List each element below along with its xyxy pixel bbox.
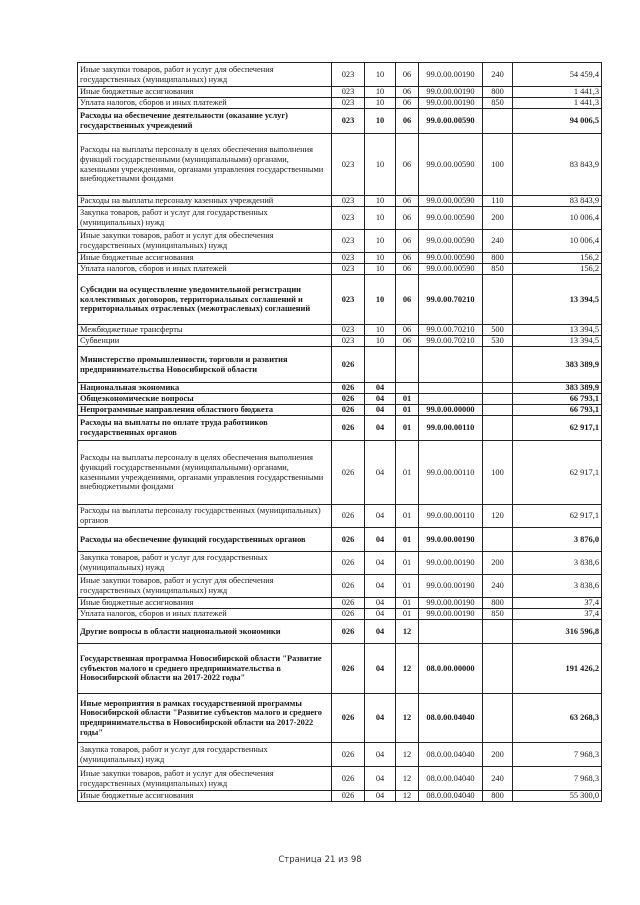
cell-section-code: 10 <box>365 63 396 87</box>
cell-expense-type-code: 110 <box>483 196 513 207</box>
cell-target-item-code: 08.0.00.04040 <box>419 694 483 743</box>
cell-target-item-code: 99.0.00.00110 <box>419 505 483 528</box>
cell-department-code: 023 <box>332 336 365 347</box>
table-row <box>78 347 602 383</box>
cell-expense-type-code <box>483 383 513 394</box>
table-row <box>78 405 602 416</box>
cell-subsection-code: 06 <box>396 230 419 253</box>
cell-amount: 37,4 <box>513 609 602 620</box>
cell-subsection-code: 01 <box>396 394 419 405</box>
cell-expense-type-code <box>483 109 513 134</box>
cell-subsection-code: 12 <box>396 620 419 644</box>
cell-amount: 191 426,2 <box>513 644 602 694</box>
table-row <box>78 336 602 347</box>
cell-department-code: 026 <box>332 505 365 528</box>
cell-department-code: 026 <box>332 575 365 598</box>
table-row <box>78 416 602 441</box>
table-row <box>78 552 602 575</box>
cell-subsection-code: 01 <box>396 505 419 528</box>
cell-name: Расходы на выплаты персоналу казенных учреждений <box>78 196 332 207</box>
cell-subsection-code: 01 <box>396 575 419 598</box>
cell-name: Иные закупки товаров, работ и услуг для обеспечения государственных (муниципальных) нужд <box>78 230 332 253</box>
cell-subsection-code: 01 <box>396 609 419 620</box>
table-row <box>78 441 602 505</box>
cell-name: Иные бюджетные ассигнования <box>78 791 332 802</box>
cell-expense-type-code <box>483 416 513 441</box>
cell-section-code: 10 <box>365 196 396 207</box>
cell-target-item-code: 99.0.00.00590 <box>419 196 483 207</box>
table-row <box>78 609 602 620</box>
cell-target-item-code: 08.0.00.04040 <box>419 743 483 767</box>
cell-target-item-code: 99.0.00.00190 <box>419 598 483 609</box>
cell-department-code: 023 <box>332 98 365 109</box>
cell-subsection-code: 06 <box>396 325 419 336</box>
cell-expense-type-code: 240 <box>483 767 513 791</box>
cell-expense-type-code: 800 <box>483 598 513 609</box>
cell-section-code: 10 <box>365 98 396 109</box>
cell-name: Другие вопросы в области национальной экономики <box>78 620 332 644</box>
cell-target-item-code: 99.0.00.00190 <box>419 552 483 575</box>
cell-target-item-code: 99.0.00.00590 <box>419 134 483 196</box>
table-row <box>78 230 602 253</box>
cell-section-code: 10 <box>365 207 396 230</box>
cell-expense-type-code: 850 <box>483 98 513 109</box>
cell-department-code: 026 <box>332 441 365 505</box>
cell-section-code: 04 <box>365 505 396 528</box>
cell-subsection-code: 01 <box>396 441 419 505</box>
cell-target-item-code: 99.0.00.70210 <box>419 336 483 347</box>
cell-department-code: 026 <box>332 743 365 767</box>
cell-subsection-code: 06 <box>396 264 419 275</box>
cell-target-item-code: 99.0.00.70210 <box>419 325 483 336</box>
cell-subsection-code: 12 <box>396 767 419 791</box>
table-row <box>78 528 602 552</box>
cell-department-code: 026 <box>332 347 365 383</box>
cell-amount: 83 843,9 <box>513 134 602 196</box>
cell-name: Субвенции <box>78 336 332 347</box>
cell-section-code: 04 <box>365 694 396 743</box>
cell-name: Общеэкономические вопросы <box>78 394 332 405</box>
cell-amount: 54 459,4 <box>513 63 602 87</box>
cell-target-item-code: 99.0.00.00190 <box>419 98 483 109</box>
cell-subsection-code: 12 <box>396 743 419 767</box>
table-row <box>78 109 602 134</box>
cell-expense-type-code: 100 <box>483 441 513 505</box>
cell-amount: 1 441,3 <box>513 98 602 109</box>
cell-amount: 156,2 <box>513 264 602 275</box>
cell-subsection-code: 06 <box>396 109 419 134</box>
cell-target-item-code: 99.0.00.00000 <box>419 405 483 416</box>
cell-department-code: 026 <box>332 609 365 620</box>
cell-expense-type-code: 240 <box>483 575 513 598</box>
cell-name: Закупка товаров, работ и услуг для государственных (муниципальных) нужд <box>78 552 332 575</box>
cell-section-code: 10 <box>365 336 396 347</box>
cell-department-code: 023 <box>332 134 365 196</box>
cell-section-code: 10 <box>365 87 396 98</box>
cell-name: Уплата налогов, сборов и иных платежей <box>78 264 332 275</box>
cell-department-code: 026 <box>332 791 365 802</box>
cell-section-code: 04 <box>365 552 396 575</box>
cell-name: Расходы на обеспечение деятельности (оказание услуг) государственных учреждений <box>78 109 332 134</box>
cell-name: Иные бюджетные ассигнования <box>78 87 332 98</box>
cell-amount: 62 917,1 <box>513 416 602 441</box>
cell-amount: 55 300,0 <box>513 791 602 802</box>
cell-target-item-code: 08.0.00.04040 <box>419 767 483 791</box>
cell-amount: 13 394,5 <box>513 325 602 336</box>
page-number: Страница 21 из 98 <box>278 855 362 865</box>
table-row <box>78 196 602 207</box>
cell-department-code: 023 <box>332 275 365 325</box>
cell-subsection-code <box>396 383 419 394</box>
cell-expense-type-code: 500 <box>483 325 513 336</box>
cell-amount: 66 793,1 <box>513 394 602 405</box>
cell-amount: 83 843,9 <box>513 196 602 207</box>
table-row <box>78 598 602 609</box>
cell-section-code: 04 <box>365 416 396 441</box>
cell-section-code: 04 <box>365 528 396 552</box>
cell-department-code: 026 <box>332 394 365 405</box>
table-row <box>78 207 602 230</box>
budget-table <box>77 62 602 802</box>
cell-subsection-code: 06 <box>396 275 419 325</box>
table-row <box>78 644 602 694</box>
cell-name: Расходы на выплаты персоналу государственных (муниципальных) органов <box>78 505 332 528</box>
table-row <box>78 743 602 767</box>
cell-amount: 7 968,3 <box>513 743 602 767</box>
cell-name: Иные закупки товаров, работ и услуг для обеспечения государственных (муниципальных) нужд <box>78 575 332 598</box>
cell-amount: 62 917,1 <box>513 441 602 505</box>
table-row <box>78 98 602 109</box>
cell-department-code: 023 <box>332 109 365 134</box>
table-row <box>78 505 602 528</box>
cell-expense-type-code <box>483 275 513 325</box>
cell-expense-type-code: 800 <box>483 791 513 802</box>
table-row <box>78 791 602 802</box>
cell-expense-type-code: 530 <box>483 336 513 347</box>
cell-department-code: 023 <box>332 87 365 98</box>
table-row <box>78 264 602 275</box>
cell-target-item-code: 99.0.00.00590 <box>419 109 483 134</box>
cell-section-code: 04 <box>365 394 396 405</box>
cell-subsection-code: 12 <box>396 791 419 802</box>
cell-department-code: 026 <box>332 383 365 394</box>
cell-expense-type-code: 850 <box>483 609 513 620</box>
cell-amount: 37,4 <box>513 598 602 609</box>
cell-subsection-code: 06 <box>396 253 419 264</box>
cell-amount: 63 268,3 <box>513 694 602 743</box>
cell-section-code: 04 <box>365 743 396 767</box>
cell-subsection-code: 06 <box>396 196 419 207</box>
cell-name: Национальная экономика <box>78 383 332 394</box>
cell-department-code: 026 <box>332 694 365 743</box>
cell-section-code: 10 <box>365 253 396 264</box>
cell-expense-type-code <box>483 694 513 743</box>
cell-section-code: 10 <box>365 325 396 336</box>
cell-name: Межбюджетные трансферты <box>78 325 332 336</box>
cell-name: Уплата налогов, сборов и иных платежей <box>78 98 332 109</box>
cell-amount: 13 394,5 <box>513 275 602 325</box>
cell-name: Субсидии на осуществление уведомительной регистрации коллективных договоров, территориальных соглашений и территориальных отраслевых (межотраслевых) соглашений <box>78 275 332 325</box>
cell-section-code: 04 <box>365 791 396 802</box>
cell-expense-type-code: 200 <box>483 743 513 767</box>
cell-section-code: 04 <box>365 598 396 609</box>
cell-name: Расходы на выплаты персоналу в целях обеспечения выполнения функций государственными (муниципальными) органами, казенными учреждениями, органами управления государственными внебюджетными фондами <box>78 134 332 196</box>
cell-department-code: 026 <box>332 528 365 552</box>
cell-target-item-code: 99.0.00.00190 <box>419 575 483 598</box>
cell-name: Государственная программа Новосибирской области "Развитие субъектов малого и среднего предпринимательства в Новосибирской области на 2017-2022 годы" <box>78 644 332 694</box>
cell-target-item-code: 99.0.00.00190 <box>419 528 483 552</box>
cell-department-code: 023 <box>332 325 365 336</box>
cell-subsection-code: 12 <box>396 644 419 694</box>
budget-table-body <box>78 63 602 802</box>
cell-department-code: 026 <box>332 416 365 441</box>
cell-expense-type-code: 120 <box>483 505 513 528</box>
cell-target-item-code: 99.0.00.70210 <box>419 275 483 325</box>
table-row <box>78 63 602 87</box>
cell-subsection-code: 06 <box>396 207 419 230</box>
table-row <box>78 394 602 405</box>
cell-subsection-code: 06 <box>396 98 419 109</box>
cell-amount: 3 838,6 <box>513 575 602 598</box>
cell-target-item-code: 99.0.00.00590 <box>419 253 483 264</box>
cell-amount: 7 968,3 <box>513 767 602 791</box>
cell-section-code: 04 <box>365 383 396 394</box>
cell-target-item-code: 99.0.00.00190 <box>419 609 483 620</box>
cell-department-code: 026 <box>332 405 365 416</box>
cell-name: Непрограммные направления областного бюджета <box>78 405 332 416</box>
cell-department-code: 023 <box>332 264 365 275</box>
table-row <box>78 694 602 743</box>
cell-amount: 10 006,4 <box>513 207 602 230</box>
cell-target-item-code <box>419 620 483 644</box>
cell-department-code: 023 <box>332 230 365 253</box>
cell-department-code: 026 <box>332 644 365 694</box>
cell-expense-type-code <box>483 528 513 552</box>
cell-subsection-code: 12 <box>396 694 419 743</box>
cell-department-code: 023 <box>332 63 365 87</box>
cell-expense-type-code <box>483 394 513 405</box>
cell-subsection-code: 01 <box>396 416 419 441</box>
cell-section-code: 04 <box>365 575 396 598</box>
table-row <box>78 767 602 791</box>
cell-name: Закупка товаров, работ и услуг для государственных (муниципальных) нужд <box>78 207 332 230</box>
cell-section-code: 10 <box>365 134 396 196</box>
cell-name: Министерство промышленности, торговли и развития предпринимательства Новосибирской области <box>78 347 332 383</box>
cell-amount: 156,2 <box>513 253 602 264</box>
cell-expense-type-code <box>483 644 513 694</box>
cell-section-code: 04 <box>365 620 396 644</box>
cell-department-code: 026 <box>332 767 365 791</box>
cell-section-code: 04 <box>365 405 396 416</box>
cell-subsection-code: 06 <box>396 63 419 87</box>
cell-department-code: 023 <box>332 196 365 207</box>
cell-name: Иные закупки товаров, работ и услуг для обеспечения государственных (муниципальных) нужд <box>78 63 332 87</box>
cell-section-code: 10 <box>365 230 396 253</box>
cell-section-code: 10 <box>365 109 396 134</box>
table-row <box>78 383 602 394</box>
cell-section-code: 04 <box>365 767 396 791</box>
cell-name: Уплата налогов, сборов и иных платежей <box>78 609 332 620</box>
cell-name: Закупка товаров, работ и услуг для государственных (муниципальных) нужд <box>78 743 332 767</box>
cell-target-item-code: 99.0.00.00590 <box>419 230 483 253</box>
table-row <box>78 253 602 264</box>
cell-section-code: 10 <box>365 264 396 275</box>
cell-department-code: 023 <box>332 207 365 230</box>
cell-expense-type-code: 240 <box>483 63 513 87</box>
table-row <box>78 275 602 325</box>
cell-target-item-code: 99.0.00.00590 <box>419 207 483 230</box>
cell-section-code: 04 <box>365 609 396 620</box>
cell-target-item-code: 08.0.00.00000 <box>419 644 483 694</box>
cell-expense-type-code: 200 <box>483 552 513 575</box>
cell-section-code: 10 <box>365 275 396 325</box>
table-row <box>78 87 602 98</box>
cell-expense-type-code <box>483 405 513 416</box>
cell-section-code: 04 <box>365 441 396 505</box>
cell-subsection-code: 06 <box>396 336 419 347</box>
cell-subsection-code: 06 <box>396 134 419 196</box>
cell-target-item-code <box>419 394 483 405</box>
cell-department-code: 026 <box>332 598 365 609</box>
cell-name: Расходы на выплаты персоналу в целях обеспечения выполнения функций государственными (муниципальными) органами, казенными учреждениями, органами управления государственными внебюджетными фондами <box>78 441 332 505</box>
cell-target-item-code: 99.0.00.00190 <box>419 63 483 87</box>
cell-target-item-code <box>419 347 483 383</box>
cell-subsection-code <box>396 347 419 383</box>
cell-target-item-code: 99.0.00.00190 <box>419 87 483 98</box>
cell-target-item-code: 08.0.00.04040 <box>419 791 483 802</box>
cell-target-item-code: 99.0.00.00590 <box>419 264 483 275</box>
cell-name: Иные мероприятия в рамках государственной программы Новосибирской области "Развитие субъектов малого и среднего предпринимательства в Новосибирской области на 2017-2022 годы" <box>78 694 332 743</box>
cell-target-item-code: 99.0.00.00110 <box>419 441 483 505</box>
cell-expense-type-code <box>483 347 513 383</box>
cell-subsection-code: 01 <box>396 405 419 416</box>
cell-subsection-code: 01 <box>396 598 419 609</box>
cell-amount: 1 441,3 <box>513 87 602 98</box>
cell-subsection-code: 06 <box>396 87 419 98</box>
cell-expense-type-code <box>483 620 513 644</box>
cell-name: Иные закупки товаров, работ и услуг для обеспечения государственных (муниципальных) нужд <box>78 767 332 791</box>
cell-amount: 316 596,8 <box>513 620 602 644</box>
cell-amount: 66 793,1 <box>513 405 602 416</box>
cell-amount: 10 006,4 <box>513 230 602 253</box>
cell-amount: 383 389,9 <box>513 347 602 383</box>
cell-target-item-code: 99.0.00.00110 <box>419 416 483 441</box>
cell-name: Расходы на выплаты по оплате труда работников государственных органов <box>78 416 332 441</box>
cell-expense-type-code: 800 <box>483 253 513 264</box>
table-row <box>78 620 602 644</box>
cell-department-code: 026 <box>332 552 365 575</box>
cell-section-code <box>365 347 396 383</box>
cell-amount: 94 006,5 <box>513 109 602 134</box>
cell-amount: 3 876,0 <box>513 528 602 552</box>
cell-name: Расходы на обеспечение функций государственных органов <box>78 528 332 552</box>
cell-target-item-code <box>419 383 483 394</box>
cell-subsection-code: 01 <box>396 528 419 552</box>
cell-expense-type-code: 240 <box>483 230 513 253</box>
cell-name: Иные бюджетные ассигнования <box>78 598 332 609</box>
cell-amount: 383 389,9 <box>513 383 602 394</box>
cell-expense-type-code: 800 <box>483 87 513 98</box>
table-row <box>78 134 602 196</box>
cell-amount: 13 394,5 <box>513 336 602 347</box>
cell-department-code: 026 <box>332 620 365 644</box>
cell-amount: 62 917,1 <box>513 505 602 528</box>
cell-amount: 3 838,6 <box>513 552 602 575</box>
cell-expense-type-code: 100 <box>483 134 513 196</box>
cell-department-code: 023 <box>332 253 365 264</box>
cell-expense-type-code: 850 <box>483 264 513 275</box>
cell-expense-type-code: 200 <box>483 207 513 230</box>
cell-subsection-code: 01 <box>396 552 419 575</box>
cell-section-code: 04 <box>365 644 396 694</box>
cell-name: Иные бюджетные ассигнования <box>78 253 332 264</box>
table-row <box>78 325 602 336</box>
table-row <box>78 575 602 598</box>
